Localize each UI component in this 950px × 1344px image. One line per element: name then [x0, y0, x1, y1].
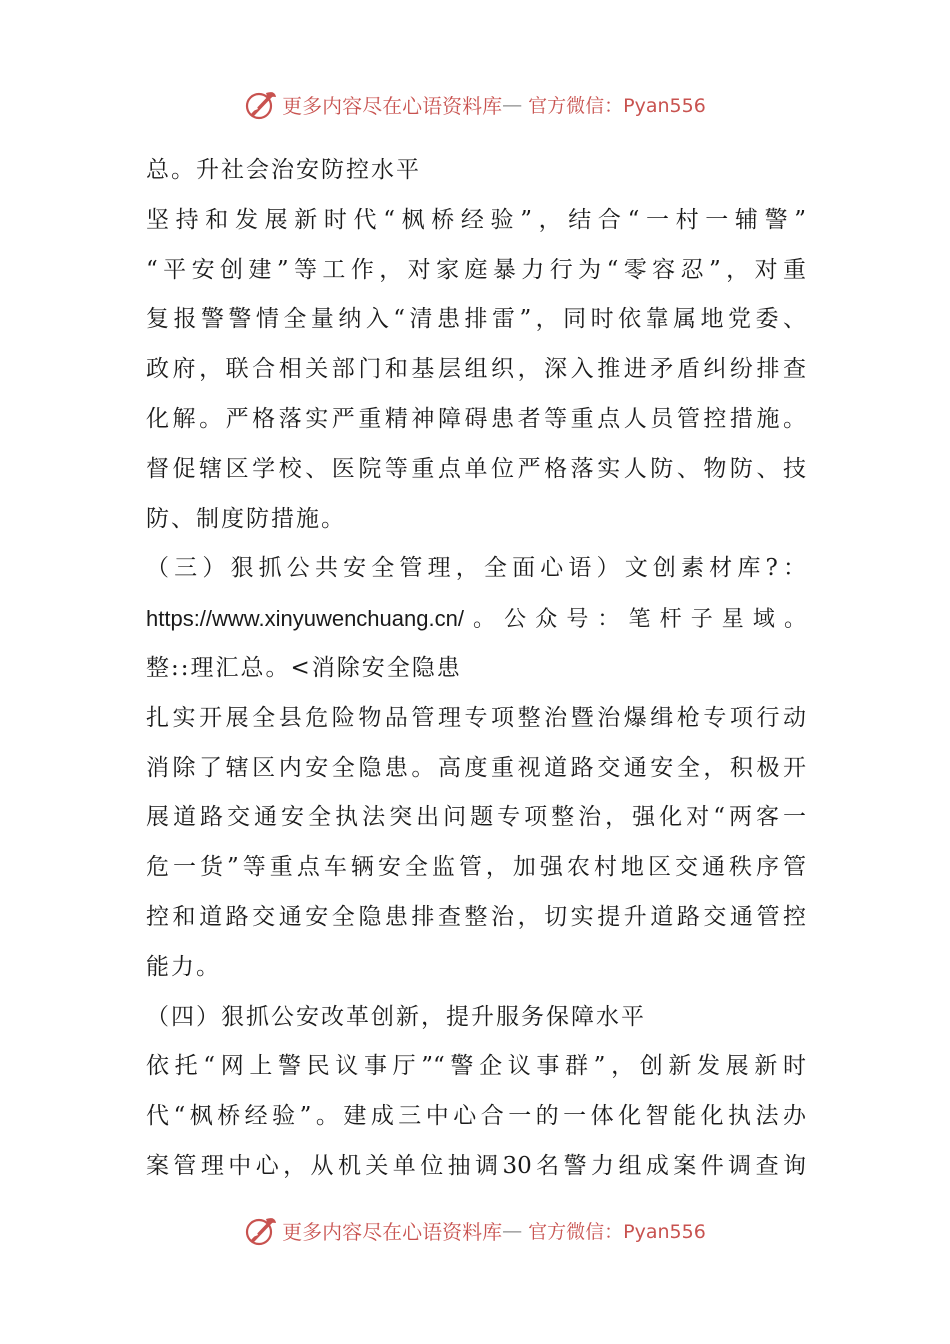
text-line-17: 能力。: [146, 953, 221, 980]
text-line-3: “平安创建”等工作，对家庭暴力行为“零容忍”，对重: [146, 256, 806, 283]
quill-logo-icon: [244, 1213, 278, 1247]
text-line-21: 案管理中心，从机关单位抽调30名警力组成案件调查询: [146, 1152, 806, 1179]
section-heading-3: （三）狠抓公共安全管理，全面心语）文创素材库?：: [146, 555, 806, 582]
quill-logo-icon: [244, 87, 278, 121]
section-heading-4: （四）狠抓公安改革创新，提升服务保障水平: [146, 1003, 646, 1030]
text-line-8: 防、制度防措施。: [146, 505, 346, 532]
text-line-7: 督促辖区学校、医院等重点单位严格落实人防、物防、技: [146, 455, 806, 482]
text-line-13: 消除了辖区内安全隐患。高度重视道路交通安全，积极开: [146, 754, 806, 781]
text-line-14: 展道路交通安全执法突出问题专项整治，强化对“两客一: [146, 804, 806, 831]
text-line-19: 依托“网上警民议事厅”“警企议事群”，创新发展新时: [146, 1053, 806, 1080]
document-body: [146, 146, 806, 1192]
text-line-5: 政府，联合相关部门和基层组织，深入推进矛盾纠纷排查: [146, 356, 806, 383]
banner-wechat: 官方微信：Pyan556: [528, 94, 706, 117]
text-line-20: 代“枫桥经验”。建成三中心合一的一体化智能化执法办: [146, 1103, 806, 1130]
banner-title: 更多内容尽在心语资料库: [282, 1219, 503, 1244]
text-line-2: 坚持和发展新时代“枫桥经验”，结合“一村一辅警”: [146, 206, 806, 233]
footer-banner: [0, 1208, 950, 1252]
text-line-11: 整::理汇总。<消除安全隐患: [146, 654, 462, 681]
text-line-15: 危一货”等重点车辆安全监管，加强农村地区交通秩序管: [146, 854, 806, 881]
banner-separator: —: [502, 92, 523, 116]
banner-title: 更多内容尽在心语资料库: [282, 93, 503, 118]
text-line-1: 总。升社会治安防控水平: [146, 157, 421, 183]
text-line-16: 控和道路交通安全隐患排查整治，切实提升道路交通管控: [146, 903, 806, 930]
banner-separator: —: [502, 1218, 523, 1242]
header-banner: [0, 82, 950, 126]
text-line-4: 复报警警情全量纳入“清患排雷”，同时依靠属地党委、: [146, 306, 806, 333]
text-line-12: 扎实开展全县危险物品管理专项整治暨治爆缉枪专项行动: [146, 704, 806, 731]
banner-wechat: 官方微信：Pyan556: [528, 1220, 706, 1243]
url-line: https://www.xinyuwenchuang.cn/。公众号：笔杆子星域。: [146, 606, 806, 632]
text-line-6: 化解。严格落实严重精神障碍患者等重点人员管控措施。: [146, 405, 806, 432]
